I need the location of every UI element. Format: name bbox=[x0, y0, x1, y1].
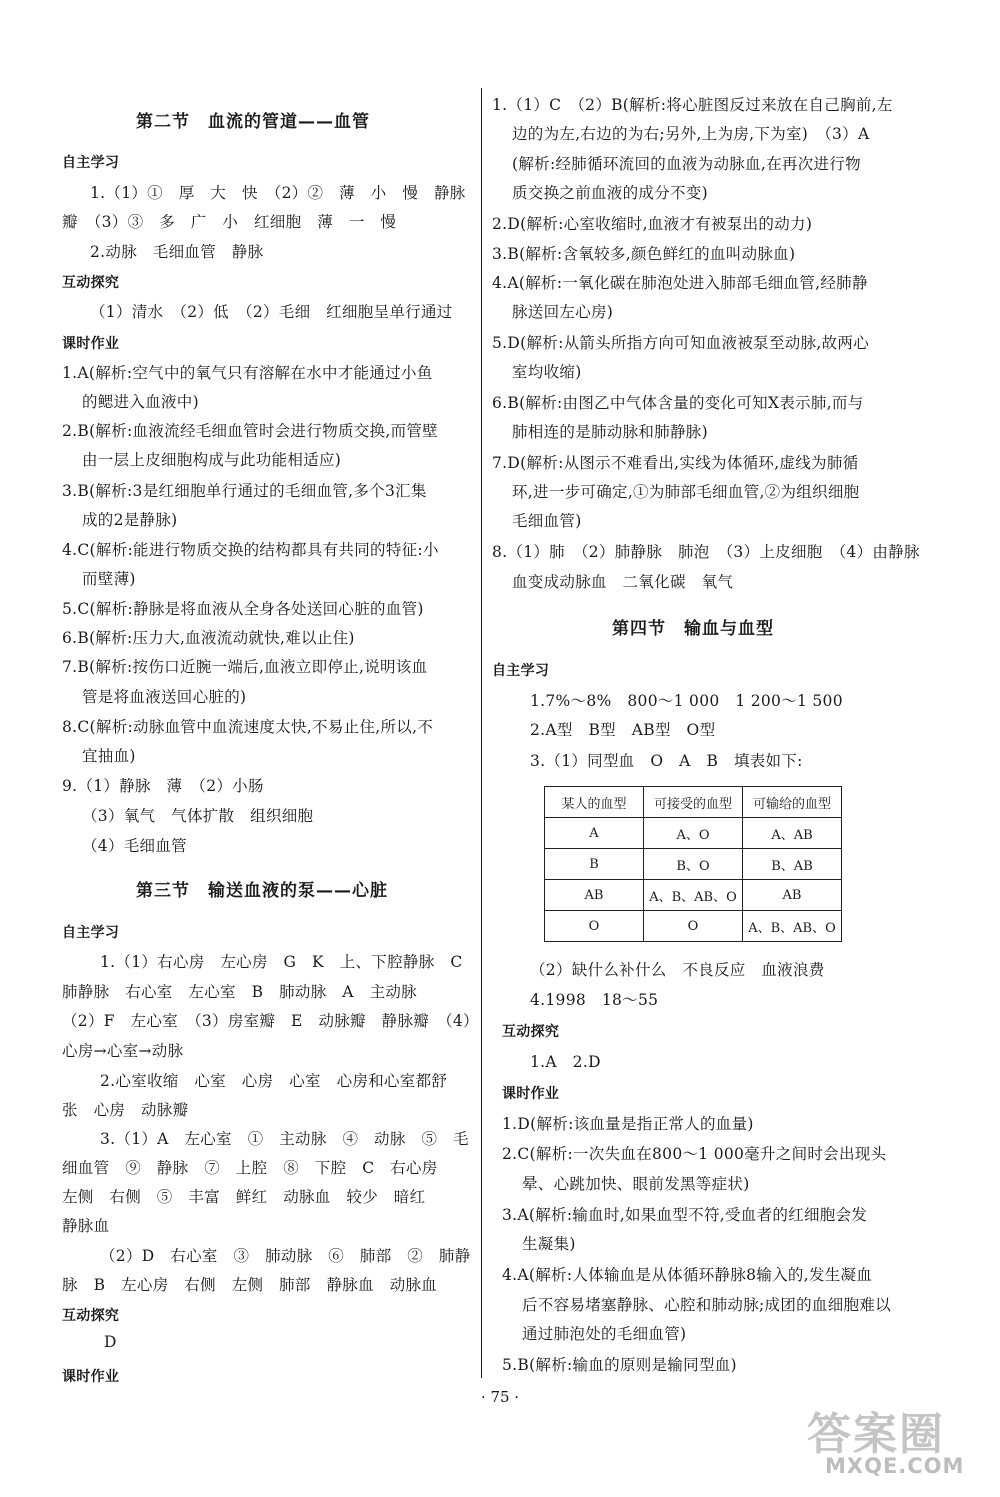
text-line: 7.D(解析:从图示不难看出,实线为体循环,虚线为肺循 bbox=[492, 454, 859, 472]
table-header-cell: 可接受的血型 bbox=[644, 787, 743, 818]
heading-hudong: 互动探究 bbox=[502, 1024, 560, 1040]
section-title-4: 第四节 输血与血型 bbox=[612, 619, 774, 639]
text-line: 1.7%～8% 800～1 000 1 200～1 500 bbox=[530, 692, 843, 710]
text-line: 后不容易堵塞静脉、心腔和肺动脉;成团的血细胞难以 bbox=[522, 1296, 891, 1314]
text-line: 脉送回左心房) bbox=[512, 303, 614, 321]
table-cell: A、B、AB、O bbox=[743, 911, 842, 942]
table-row bbox=[545, 818, 842, 849]
table-header-cell: 某人的血型 bbox=[545, 787, 644, 818]
text-line: 3.（1）同型血 O A B 填表如下: bbox=[530, 752, 803, 770]
text-line: 2.D(解析:心室收缩时,血液才有被泵出的动力) bbox=[492, 215, 813, 233]
text-line: 边的为左,右边的为右;另外,上为房,下为室) （3）A bbox=[512, 125, 870, 143]
text-line: 晕、心跳加快、眼前发黑等症状) bbox=[522, 1175, 750, 1193]
table-cell: AB bbox=[545, 880, 644, 911]
text-line: 通过肺泡处的毛细血管) bbox=[522, 1325, 687, 1343]
table-cell: O bbox=[644, 911, 743, 942]
table-cell: B bbox=[545, 849, 644, 880]
text-line: 1.（1）① 厚 大 快 （2）② 薄 小 慢 静脉 bbox=[90, 184, 466, 202]
text-line: 6.B(解析:压力大,血液流动就快,难以止住) bbox=[62, 629, 355, 647]
blood-type-table bbox=[544, 786, 842, 942]
text-line: 9.（1）静脉 薄 （2）小肠 bbox=[62, 777, 264, 795]
text-line: （2）D 右心室 ③ 肺动脉 ⑥ 肺部 ② 肺静 bbox=[100, 1247, 471, 1265]
table-row bbox=[545, 880, 842, 911]
text-line: 张 心房 动脉瓣 bbox=[62, 1101, 189, 1119]
text-line: 8.C(解析:动脉血管中血流速度太快,不易止住,所以,不 bbox=[62, 718, 434, 736]
text-line: 由一层上皮细胞构成与此功能相适应) bbox=[82, 451, 342, 469]
table-cell: A、AB bbox=[743, 818, 842, 849]
text-line: （3）氧气 气体扩散 组织细胞 bbox=[82, 807, 314, 825]
text-line: 毛细血管) bbox=[512, 512, 582, 530]
text-line: 左侧 右侧 ⑤ 丰富 鲜红 动脉血 较少 暗红 bbox=[62, 1188, 426, 1206]
text-line: （2）F 左心室 （3）房室瓣 E 动脉瓣 静脉瓣 （4） bbox=[62, 1012, 479, 1030]
heading-keshi: 课时作业 bbox=[502, 1086, 560, 1102]
text-line: 1.（1）C （2）B(解析:将心脏图反过来放在自己胸前,左 bbox=[492, 96, 893, 114]
text-line: 肺静脉 右心室 左心室 B 肺动脉 A 主动脉 bbox=[62, 983, 417, 1001]
text-line: 质交换之前血液的成分不变) bbox=[512, 184, 708, 202]
text-line: 环,进一步可确定,①为肺部毛细血管,②为组织细胞 bbox=[512, 483, 860, 501]
heading-keshi: 课时作业 bbox=[62, 336, 120, 352]
text-line: 的鳃进入血液中) bbox=[82, 393, 199, 411]
text-line: 3.B(解析:3是红细胞单行通过的毛细血管,多个3汇集 bbox=[62, 482, 427, 500]
table-cell: A、O bbox=[644, 818, 743, 849]
text-line: 2.心室收缩 心室 心房 心室 心房和心室都舒 bbox=[100, 1072, 448, 1090]
text-line: 成的2是静脉) bbox=[82, 511, 178, 529]
text-line: 瓣 （3）③ 多 广 小 红细胞 薄 一 慢 bbox=[62, 213, 397, 231]
watermark-text: 答案圈 bbox=[807, 1409, 945, 1460]
heading-hudong: 互动探究 bbox=[62, 275, 120, 291]
table-header-row bbox=[545, 787, 842, 818]
text-line: 4.1998 18～55 bbox=[530, 991, 659, 1009]
table-row bbox=[545, 849, 842, 880]
table-cell: A bbox=[545, 818, 644, 849]
text-line: 静脉血 bbox=[62, 1217, 110, 1235]
text-line: 5.C(解析:静脉是将血液从全身各处送回心脏的血管) bbox=[62, 600, 424, 618]
text-line: （2）缺什么补什么 不良反应 血液浪费 bbox=[530, 961, 825, 979]
text-line: 血变成动脉血 二氧化碳 氧气 bbox=[512, 573, 734, 591]
text-line: 4.A(解析:一氧化碳在肺泡处进入肺部毛细血管,经肺静 bbox=[492, 274, 868, 292]
text-line: 2.A型 B型 AB型 O型 bbox=[530, 721, 716, 739]
text-line: 1.A 2.D bbox=[530, 1053, 601, 1071]
heading-keshi: 课时作业 bbox=[62, 1369, 120, 1385]
text-line: 1.A(解析:空气中的氧气只有溶解在水中才能通过小鱼 bbox=[62, 364, 433, 382]
table-cell: A、B、AB、O bbox=[644, 880, 743, 911]
text-line: 而壁薄) bbox=[82, 570, 136, 588]
text-line: 5.B(解析:输血的原则是输同型血) bbox=[502, 1356, 737, 1374]
text-line: （4）毛细血管 bbox=[82, 837, 187, 855]
heading-hudong: 互动探究 bbox=[62, 1308, 120, 1324]
text-line: 7.B(解析:按伤口近腕一端后,血液立即停止,说明该血 bbox=[62, 658, 428, 676]
text-line: 3.B(解析:含氧较多,颜色鲜红的血叫动脉血) bbox=[492, 245, 796, 263]
text-line: 1.D(解析:该血量是指正常人的血量) bbox=[502, 1115, 754, 1133]
text-line: 1.（1）右心房 左心房 G K 上、下腔静脉 C bbox=[100, 953, 463, 971]
watermark-url: MXQE.COM bbox=[825, 1454, 965, 1478]
text-line: 管是将血液送回心脏的) bbox=[82, 688, 247, 706]
text-line: 3.A(解析:输血时,如果血型不符,受血者的红细胞会发 bbox=[502, 1206, 868, 1224]
text-line: （1）清水 （2）低 （2）毛细 红细胞呈单行通过 bbox=[90, 303, 453, 321]
text-line: 脉 B 左心房 右侧 左侧 肺部 静脉血 动脉血 bbox=[62, 1276, 438, 1294]
table-row bbox=[545, 911, 842, 942]
section-title-3: 第三节 输送血液的泵——心脏 bbox=[136, 881, 388, 901]
text-line: 2.C(解析:一次失血在800～1 000毫升之间时会出现头 bbox=[502, 1145, 887, 1163]
section-title-2: 第二节 血流的管道——血管 bbox=[136, 112, 370, 132]
text-line: 8.（1）肺 （2）肺静脉 肺泡 （3）上皮细胞 （4）由静脉 bbox=[492, 543, 920, 561]
text-line: 心房→心室→动脉 bbox=[62, 1042, 184, 1060]
text-line: 室均收缩) bbox=[512, 363, 582, 381]
text-line: 6.B(解析:由图乙中气体含量的变化可知X表示肺,而与 bbox=[492, 394, 864, 412]
text-line: 4.C(解析:能进行物质交换的结构都具有共同的特征:小 bbox=[62, 541, 439, 559]
table-cell: O bbox=[545, 911, 644, 942]
heading-zizhu: 自主学习 bbox=[62, 155, 120, 171]
table-cell: AB bbox=[743, 880, 842, 911]
column-divider bbox=[481, 88, 482, 1378]
text-line: (解析:经肺循环流回的血液为动脉血,在再次进行物 bbox=[512, 155, 861, 173]
heading-zizhu: 自主学习 bbox=[62, 925, 120, 941]
text-line: 2.B(解析:血液流经毛细血管时会进行物质交换,而管壁 bbox=[62, 422, 438, 440]
heading-zizhu: 自主学习 bbox=[492, 663, 550, 679]
page-number: · 75 · bbox=[480, 1388, 520, 1406]
text-line: D bbox=[104, 1333, 117, 1351]
table-header-cell: 可输给的血型 bbox=[743, 787, 842, 818]
text-line: 生凝集) bbox=[522, 1235, 576, 1253]
text-line: 4.A(解析:人体输血是从体循环静脉8输入的,发生凝血 bbox=[502, 1266, 873, 1284]
watermark-logo bbox=[797, 1398, 972, 1488]
text-line: 5.D(解析:从箭头所指方向可知血液被泵至动脉,故两心 bbox=[492, 334, 870, 352]
text-line: 2.动脉 毛细血管 静脉 bbox=[90, 243, 264, 261]
text-line: 3.（1）A 左心室 ① 主动脉 ④ 动脉 ⑤ 毛 bbox=[100, 1130, 469, 1148]
table-cell: B、O bbox=[644, 849, 743, 880]
text-line: 宜抽血) bbox=[82, 747, 136, 765]
text-line: 肺相连的是肺动脉和肺静脉) bbox=[512, 423, 708, 441]
text-line: 细血管 ⑨ 静脉 ⑦ 上腔 ⑧ 下腔 C 右心房 bbox=[62, 1159, 438, 1177]
table-cell: B、AB bbox=[743, 849, 842, 880]
